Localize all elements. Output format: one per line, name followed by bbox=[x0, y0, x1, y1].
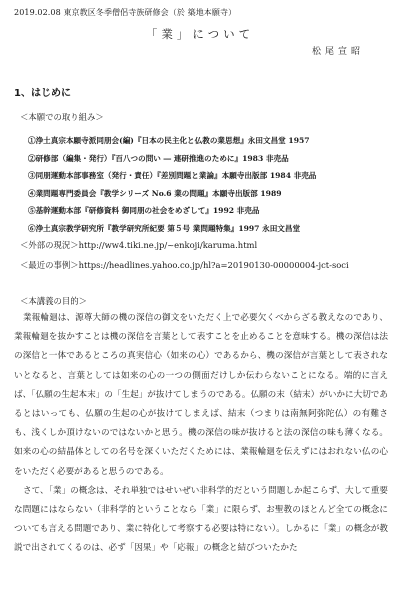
reference-item: ⑥浄土真宗教学研究所『教学研究所紀要 第５号 業問題特集』1997 永田文昌堂 bbox=[28, 223, 301, 233]
recent-case-line: ＜最近の事例＞https://headlines.yahoo.co.jp/hl?a=20190130-00000004-jct-soci bbox=[20, 260, 349, 270]
reference-item: ①浄土真宗本願寺派同朋会(編)『日本の民主化と仏教の業思想』永田文昌堂 1957 bbox=[28, 136, 310, 145]
meeting-info: 2019.02.08 東京教区冬季僧侶寺族研修会（於 築地本願寺） bbox=[14, 8, 237, 17]
author-name: 松尾宣昭 bbox=[311, 47, 364, 57]
outside-status-line: ＜外部の現況＞http://ww4.tiki.ne.jp/~enkoji/karuma.html bbox=[20, 240, 258, 250]
body-text bbox=[14, 309, 388, 559]
document-title: 「業」について bbox=[145, 27, 255, 41]
reference-list bbox=[28, 132, 316, 237]
reference-item: ②研修部（編集・発行）『百八つの問い ― 連研推進のために』1983 非売品 bbox=[28, 153, 289, 163]
reference-item: ③同朋運動本部事務室（発行・責任）『差別問題と業論』本願寺出版部 1984 非売品 bbox=[28, 171, 317, 180]
purpose-label: ＜本講義の目的＞ bbox=[20, 296, 87, 306]
references-label: ＜本願での取り組み＞ bbox=[20, 112, 104, 122]
body-paragraph: さて、「業」の概念は、それ単独ではせいぜい非科学的だという問題しか起こらず、大して重要な問題にはならない（非科学的ということなら「業」に限らず、お聖教のほとんど全ての概念についても言える問題であり、業に特化して考察する必要は特にない）。しかるに「業」の概念が教説で出されてくるのは、必ず「因果」や「応報」の概念と結びついたかた bbox=[14, 485, 388, 554]
body-paragraph: 業報輪廻は、源尊大師の機の深信の御文をいただく上で必要欠くべからざる教えなのであり、業報輪廻を抜かすことは機の深信を言葉として表すことを止めることを意味する。機の深信は法の深信と一体であるところの真実信心（如来の心）であるから、機の深信が言葉として表されないとなると、言葉としては如来の心の一つの側面だけしか伝わらないことになる。端的に言えば、「仏願の生起本末」の「生起」が抜けてしまうのである。仏願の末（結末）がいかに大切であるとはいっても、仏願の生起の心が抜けてしまえば、結末（つまりは南無阿弥陀仏）の有難さも、浅くしか頂けないのではないかと思う。機の深信の味が抜けると法の深信の味も薄くなる。如来の心の結晶体としての名号を深くいただくためには、業報輪廻を伝えずにはおれない仏の心をいただく必要があると思うのである。 bbox=[14, 313, 388, 477]
reference-item: ⑤基幹運動本部『研修資料 御同朋の社会をめざして』1992 非売品 bbox=[28, 206, 260, 215]
section-heading: 1、はじめに bbox=[14, 88, 71, 99]
reference-item: ④業問題専門委員会『教学シリーズ No.6 業の問題』本願寺出版部 1989 bbox=[28, 188, 282, 198]
